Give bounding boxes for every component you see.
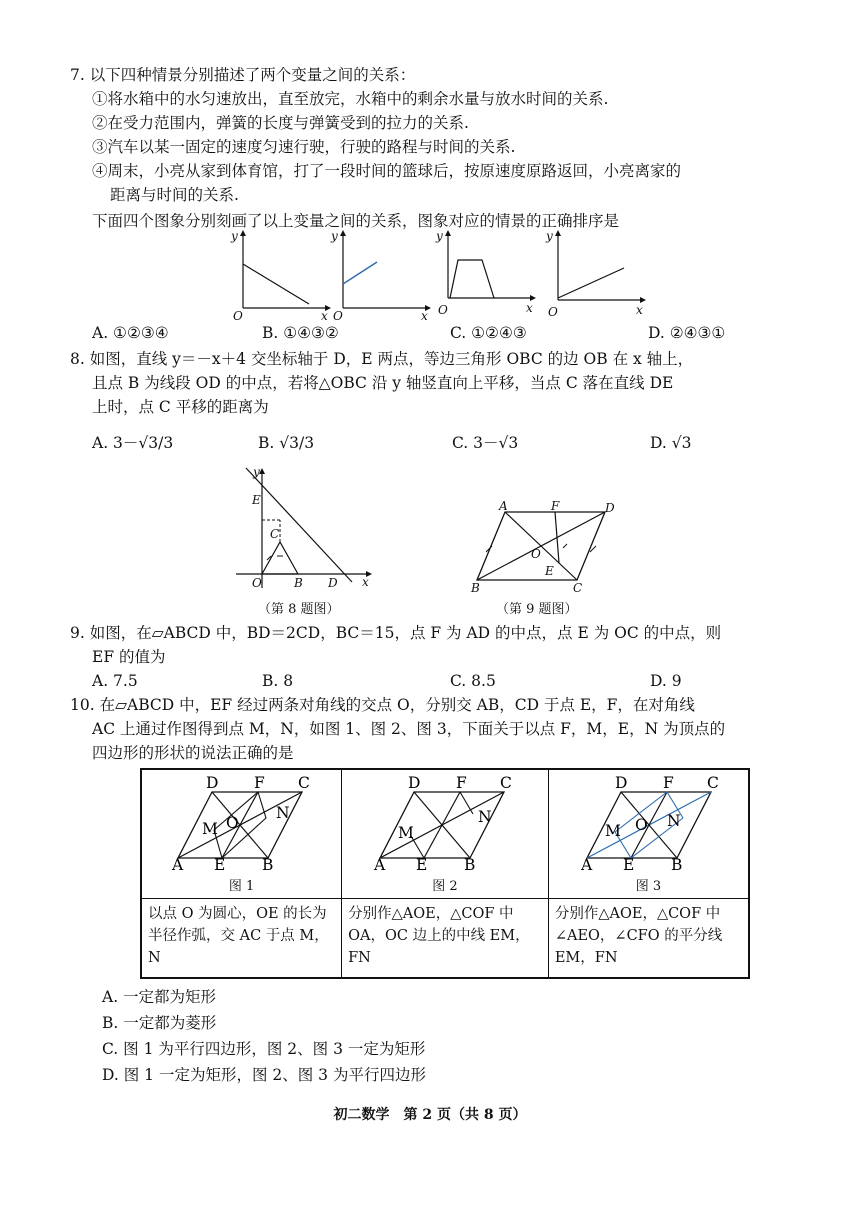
origin-label: O: [333, 309, 343, 320]
q7-option-d[interactable]: D. ②④③①: [648, 324, 726, 342]
q9-caption: （第 9 题图）: [496, 602, 578, 617]
q8-option-b[interactable]: B. √3/3: [258, 434, 315, 452]
q9-line-1: 9. 如图，在▱ABCD 中，BD＝2CD，BC＝15，点 F 为 AD 的中点，点 E 为 OC 的中点，则: [70, 624, 722, 642]
q8-option-d[interactable]: D. √3: [650, 434, 692, 452]
q7-situation-3: ③汽车以某一固定的速度匀速行驶，行驶的路程与时间的关系.: [92, 138, 516, 156]
point-a-label: A: [499, 500, 508, 513]
q10-option-a[interactable]: A. 一定都为矩形: [102, 988, 217, 1006]
q9-line-2: EF 的值为: [92, 648, 166, 666]
q10-option-d[interactable]: D. 图 1 一定为矩形，图 2、图 3 为平行四边形: [102, 1066, 426, 1084]
q10-fig-1-caption: 图 1: [228, 879, 255, 894]
q7-option-c[interactable]: C. ①②④③: [450, 324, 527, 342]
label-e: E: [214, 856, 226, 874]
axis-x-label: x: [526, 301, 533, 315]
label-c: C: [500, 774, 512, 792]
q10-method-3: 分别作△AOE，△COF 中∠AEO，∠CFO 的平分线 EM，FN: [554, 906, 723, 966]
origin-label: O: [438, 303, 448, 317]
point-b-label: B: [294, 576, 303, 590]
q9-option-b[interactable]: B. 8: [262, 672, 294, 690]
label-n: N: [666, 812, 681, 830]
point-f-label: F: [551, 500, 560, 513]
label-d: D: [408, 774, 421, 792]
label-a: A: [172, 856, 184, 874]
axis-y-label: y: [331, 229, 338, 243]
label-n: N: [478, 808, 492, 826]
q7-graph-4: [540, 228, 650, 320]
axis-y-label: y: [546, 229, 553, 243]
label-n: N: [276, 804, 290, 822]
label-b: B: [464, 856, 476, 874]
label-f: F: [456, 774, 467, 792]
q7-graph-3: [430, 228, 540, 320]
q8-line-2: 且点 B 为线段 OD 的中点，若将△OBC 沿 y 轴竖直向上平移，当点 C 落在直线 DE: [92, 374, 674, 392]
label-d: D: [614, 774, 628, 792]
origin-label: O: [548, 305, 558, 319]
q7-graph-2: [325, 228, 435, 320]
label-m: M: [202, 820, 218, 838]
q7-situation-1: ①将水箱中的水匀速放出，直至放完，水箱中的剩余水量与放水时间的关系.: [92, 90, 609, 108]
point-d-label: D: [328, 576, 338, 590]
q8-option-a[interactable]: A. 3－√3/3: [92, 434, 174, 452]
label-b: B: [670, 856, 683, 874]
q8-figure: [232, 464, 377, 594]
origin-label: O: [233, 309, 243, 320]
label-m: M: [398, 824, 414, 842]
label-d: D: [206, 774, 219, 792]
point-o-label: O: [252, 576, 262, 590]
axis-x-label: x: [321, 309, 328, 320]
y-label: y: [253, 465, 260, 479]
q8-caption: （第 8 题图）: [258, 602, 340, 617]
label-c: C: [706, 774, 719, 792]
q8-line-3: 上时，点 C 平移的距离为: [92, 398, 269, 416]
q9-figure: [465, 500, 625, 595]
point-b-label: B: [471, 581, 480, 595]
q8-option-c[interactable]: C. 3－√3: [452, 434, 519, 452]
q7-option-b[interactable]: B. ①④③②: [262, 324, 339, 342]
label-o: O: [634, 816, 648, 834]
q7-graph-1: [225, 228, 335, 320]
q10-fig-2-caption: 图 2: [432, 879, 458, 894]
label-c: C: [298, 774, 310, 792]
q7-stem: 7. 以下四种情景分别描述了两个变量之间的关系：: [70, 66, 416, 84]
label-e: E: [416, 856, 428, 874]
label-a: A: [580, 856, 593, 874]
page-footer: 初二数学 第 2 页（共 8 页）: [333, 1107, 527, 1123]
q10-method-1: 以点 O 为圆心，OE 的长为半径作弧，交 AC 于点 M，N: [148, 906, 329, 966]
q10-fig-2: [342, 770, 548, 898]
q7-option-a[interactable]: A. ①②③④: [92, 324, 169, 342]
q10-method-2: 分别作△AOE，△COF 中 OA，OC 边上的中线 EM，FN: [348, 906, 530, 966]
q10-fig-3-caption: 图 3: [635, 879, 662, 894]
point-e-label: E: [252, 493, 261, 507]
q9-option-c[interactable]: C. 8.5: [450, 672, 496, 690]
x-label: x: [362, 575, 369, 589]
q7-situation-4-cont: 距离与时间的关系.: [110, 186, 239, 204]
q10-option-b[interactable]: B. 一定都为菱形: [102, 1014, 217, 1032]
q7-situation-2: ②在受力范围内，弹簧的长度与弹簧受到的拉力的关系.: [92, 114, 469, 132]
label-f: F: [662, 774, 674, 792]
q10-fig-1: [142, 770, 341, 898]
axis-x-label: x: [421, 309, 428, 320]
point-o-label: O: [531, 547, 541, 561]
q8-line-1: 8. 如图，直线 y＝－x＋4 交坐标轴于 D，E 两点，等边三角形 OBC 的边 OB 在 x 轴上，: [70, 350, 694, 368]
point-c-label: C: [270, 527, 280, 541]
label-m: M: [604, 822, 621, 840]
q10-line-3: 四边形的形状的说法正确的是: [92, 744, 294, 762]
q9-option-d[interactable]: D. 9: [650, 672, 682, 690]
point-d-label: D: [605, 501, 615, 515]
axis-y-label: y: [231, 229, 238, 243]
axis-x-label: x: [636, 303, 643, 317]
q10-figure-table: [140, 768, 750, 979]
q10-line-1: 10. 在▱ABCD 中，EF 经过两条对角线的交点 O，分别交 AB，CD 于点 E，F，在对角线: [70, 696, 695, 714]
q7-situation-4: ④周末，小亮从家到体育馆，打了一段时间的篮球后，按原速度原路返回，小亮离家的: [92, 162, 682, 180]
axis-y-label: y: [436, 229, 443, 243]
q7-question: 下面四个图象分别刻画了以上变量之间的关系，图象对应的情景的正确排序是: [92, 212, 620, 230]
q10-option-c[interactable]: C. 图 1 为平行四边形，图 2、图 3 一定为矩形: [102, 1040, 426, 1058]
label-e: E: [622, 856, 635, 874]
label-f: F: [254, 774, 265, 792]
label-b: B: [262, 856, 274, 874]
point-c-label: C: [573, 581, 583, 595]
label-a: A: [374, 856, 386, 874]
label-o: O: [226, 814, 239, 832]
q9-option-a[interactable]: A. 7.5: [92, 672, 138, 690]
q10-fig-3: [549, 770, 748, 898]
point-e-label: E: [545, 564, 554, 578]
q10-line-2: AC 上通过作图得到点 M，N，如图 1、图 2、图 3，下面关于以点 F，M，E，N 为顶点的: [92, 720, 726, 738]
